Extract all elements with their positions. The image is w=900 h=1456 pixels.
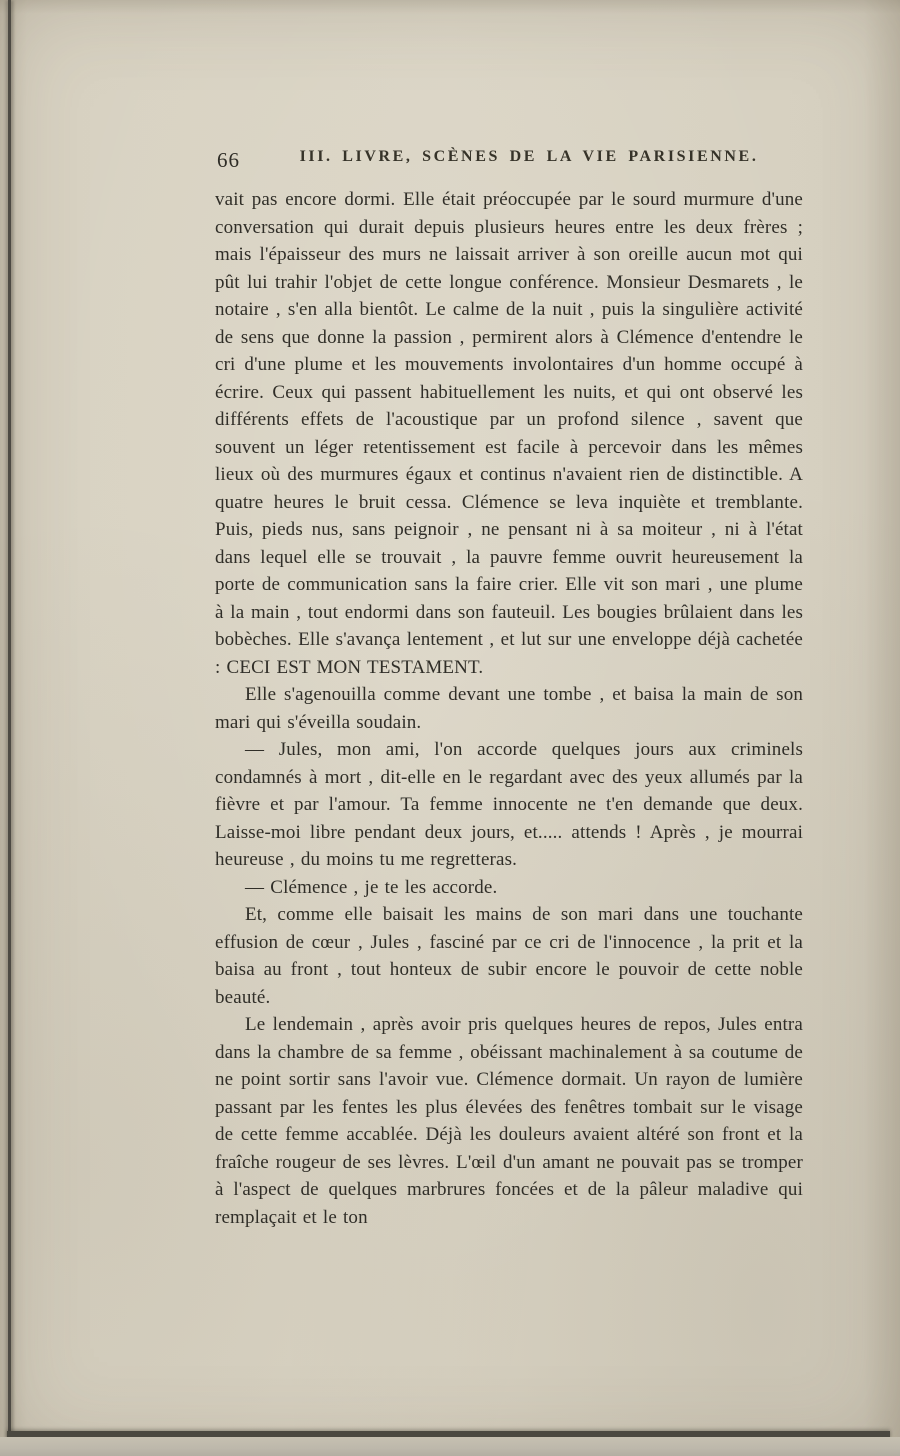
scan-top-shadow [0,0,900,14]
paragraph-2: Elle s'agenouilla comme devant une tombe , et baisa la main de son mari qui s'éveilla soudain. [215,684,803,733]
paragraph-1: vait pas encore dormi. Elle était préoccupée par le sourd murmure d'une conversation qui durait depuis plusieurs heures entre les deux frères ; mais l'épaisseur des murs ne laissait arriver à son oreille aucun mot qui pût lui trahir l'objet de cette longue conférence. Monsieur Desmarets , le notaire , s'en alla bientôt. Le calme de la nuit , puis la singulière activité de sens que donne la passion , permirent alors à Clémence d'entendre le cri d'une plume et les mouvements involontaires d'un homme occupé à écrire. Ceux qui passent habituellement les nuits, et qui ont observé les différents effets de l'acoustique par un profond silence , savent que souvent un léger retentissement est facile à percevoir dans les mêmes lieux où des murmures égaux et continus n'avaient rien de distinctible. A quatre heures le bruit cessa. Clémence se leva inquiète et tremblante. Puis, pieds nus, sans peignoir , ne pensant ni à sa moiteur , ni à l'état dans lequel elle se trouvait , la pauvre femme ouvrit heureusement la porte de communication sans la faire crier. Elle vit son mari , une plume à la main , tout endormi dans son fauteuil. Les bougies brûlaient dans les bobèches. Elle s'avança lentement , et lut sur une enveloppe déjà cachetée : CECI EST MON TESTAMENT. [215,189,803,678]
text-block [215,186,803,1231]
paragraph-3: — Jules, mon ami, l'on accorde quelques jours aux criminels condamnés à mort , dit-elle en le regardant avec des yeux allumés par la fièvre et par l'amour. Ta femme innocente ne t'en demande que deux. Laisse-moi libre pendant deux jours, et..... attends ! Après , je mourrai heureuse , du moins tu me regretteras. [215,739,803,870]
page-number: 66 [217,148,240,172]
paragraph-4: — Clémence , je te les accorde. [245,876,498,898]
page-header [215,148,803,174]
scan-left-edge [8,0,11,1456]
paragraph-6: Le lendemain , après avoir pris quelques heures de repos, Jules entra dans la chambre de sa femme , obéissant machinalement à sa coutume de ne point sortir sans l'avoir vue. Clémence dormait. Un rayon de lumière passant par les fentes les plus élevées des fenêtres tombait sur le visage de cette femme accablée. Déjà les douleurs avaient altéré son front et la fraîche rougeur de ses lèvres. L'œil d'un amant ne pouvait pas se tromper à l'aspect de quelques marbrures foncées et de la pâleur maladive qui remplaçait et le ton [215,1014,803,1228]
paragraph-5: Et, comme elle baisait les mains de son mari dans une touchante effusion de cœur , Jules , fasciné par ce cri de l'innocence , la prit et la baisa au front , tout honteux de subir encore le pouvoir de cette noble beauté. [215,904,803,1008]
scan-bottom-strip [0,1437,900,1456]
page-content [215,148,803,1231]
running-title: III. LIVRE, SCÈNES DE LA VIE PARISIENNE. [299,148,759,165]
